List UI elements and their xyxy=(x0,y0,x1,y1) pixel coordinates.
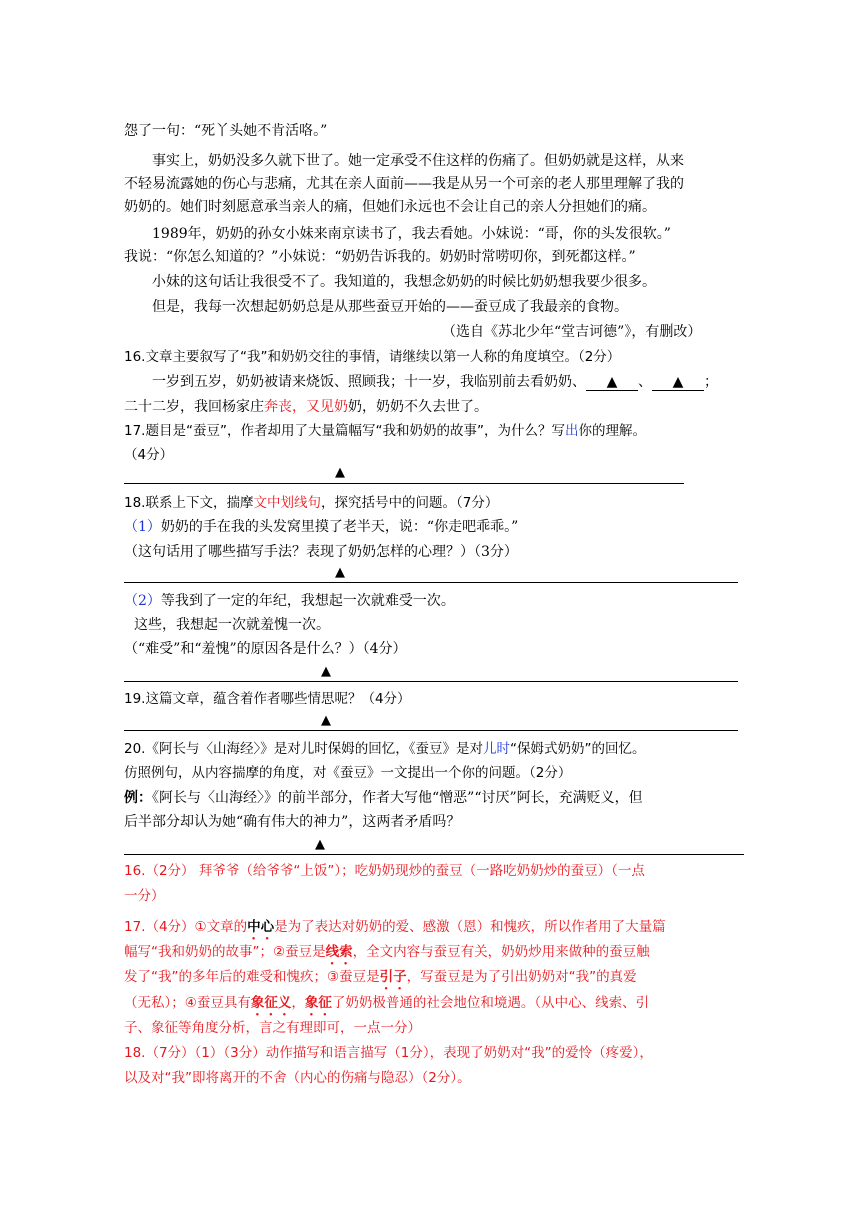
question-18-stem xyxy=(124,494,744,512)
answer-line[interactable] xyxy=(124,681,738,682)
passage-line: 奶奶的。她们时刻愿意承当亲人的痛，但她们永远也不会让自己的亲人分担她们的痛。 xyxy=(124,199,656,215)
answer-keyword: 引子 xyxy=(379,969,407,985)
q17-text: 17.题目是“蚕豆”，作者却用了大量篇幅写“我和奶奶的故事”，为什么？写 xyxy=(124,423,565,439)
q16-sep: 、 xyxy=(638,374,652,390)
answer-keyword: 象征 xyxy=(304,995,332,1011)
question-18-sub2 xyxy=(124,592,744,610)
answer-text: 是为了表达对奶奶的爱、感激（恩）和愧疚，所以作者用了大量篇 xyxy=(274,919,666,935)
question-17-score: （4分） xyxy=(124,447,174,463)
answer-blank-1[interactable]: ▲ xyxy=(586,375,638,391)
passage-line: 我说：“你怎么知道的？”小妹说：“奶奶告诉我的。奶奶时常唠叨你，到死都这样。” xyxy=(124,249,636,265)
answer-line[interactable] xyxy=(124,582,738,583)
answer-18-line2: 以及对“我”即将离开的不舍（内心的伤痛与隐忍）（2分）。 xyxy=(124,1070,471,1086)
question-19-stem: 19.这篇文章，蕴含着作者哪些情思呢？（4分） xyxy=(124,691,411,707)
answer-17-line3 xyxy=(124,968,744,993)
question-16-line1 xyxy=(152,373,744,391)
answer-blank-2[interactable]: ▲ xyxy=(652,375,704,391)
q18-quote: 等我到了一定的年纪，我想起一次就难受一次。 xyxy=(160,593,455,609)
q16-highlight: 奔丧，又见奶 xyxy=(264,399,348,415)
answer-17-line1 xyxy=(124,918,744,943)
example-text: 《阿长与〈山海经〉》的前半部分，作者大写他“憎恶”“讨厌”阿长，充满贬义，但 xyxy=(152,790,643,806)
answer-text: （无私）；④蚕豆具有 xyxy=(124,995,251,1011)
q20-highlight: 儿时 xyxy=(482,741,510,757)
question-17-stem xyxy=(124,422,744,440)
q18-text: 18.联系上下文，揣摩 xyxy=(124,495,254,511)
passage-line: 1989年，奶奶的孙女小妹来南京读书了，我去看她。小妹说：“哥，你的头发很软。” xyxy=(152,226,671,242)
q20-text: 20.《阿长与〈山海经〉》是对儿时保姆的回忆，《蚕豆》是对 xyxy=(124,741,483,757)
answer-mark[interactable]: ▲ xyxy=(321,664,331,679)
q18-quote: 奶奶的手在我的头发窝里摸了老半天，说：“你走吧乖乖。” xyxy=(160,519,519,535)
answer-text: ， xyxy=(291,995,305,1011)
q16-end: ； xyxy=(704,374,718,390)
answer-mark[interactable]: ▲ xyxy=(335,465,345,480)
answer-mark[interactable]: ▲ xyxy=(315,837,325,852)
passage-line: 事实上，奶奶没多久就下世了。她一定承受不住这样的伤痛了。但奶奶就是这样，从来 xyxy=(152,153,684,169)
question-18-sub1-question: （这句话用了哪些描写手法？表现了奶奶怎样的心理？）（3分） xyxy=(124,544,518,560)
question-18-sub2-line2: 这些，我想起一次就羞愧一次。 xyxy=(134,617,330,633)
passage-line: 怨了一句：“死丫头她不肯活咯。” xyxy=(124,123,328,139)
question-16-stem: 16.文章主要叙写了“我”和奶奶交往的事情，请继续以第一人称的角度填空。（2分） xyxy=(124,349,621,365)
answer-mark[interactable]: ▲ xyxy=(321,713,331,728)
example-line2: 后半部分却认为她“确有伟大的神力”，这两者矛盾吗？ xyxy=(124,814,461,830)
q18-text: ，探究括号中的问题。（7分） xyxy=(320,495,499,511)
q16-text: 奶，奶奶不久去世了。 xyxy=(348,399,488,415)
question-20-line2: 仿照例句，从内容揣摩的角度，对《蚕豆》一文提出一个你的问题。（2分） xyxy=(124,765,572,781)
answer-17-line5: 子、象征等角度分析，言之有理即可，一点一分） xyxy=(124,1020,421,1036)
answer-text: 幅写“我和奶奶的故事”；②蚕豆是 xyxy=(124,944,326,960)
answer-line[interactable] xyxy=(124,854,744,855)
answer-16-line1: 16.（2分） 拜爷爷（给爷爷“上饭”）；吃奶奶现炒的蚕豆（一路吃奶奶炒的蚕豆）（一点 xyxy=(124,863,645,879)
question-18-sub1 xyxy=(124,518,744,536)
passage-source: （选自《苏北少年“堂吉诃德”》，有删改） xyxy=(442,324,702,340)
q17-text: 你的理解。 xyxy=(578,423,646,439)
question-18-sub2-question: （“难受”和“羞愧”的原因各是什么？）（4分） xyxy=(124,641,407,657)
q20-text: “保姆式奶奶”的回忆。 xyxy=(509,741,646,757)
answer-text: ，写蚕豆是为了引出奶奶对“我”的真爱 xyxy=(406,969,637,985)
answer-line[interactable] xyxy=(124,730,738,731)
q16-text: 二十二岁，我回杨家庄 xyxy=(124,399,264,415)
question-16-line2 xyxy=(124,398,744,416)
answer-text: 17.（4分）①文章的 xyxy=(124,919,248,935)
q16-text: 一岁到五岁，奶奶被请来烧饭、照顾我；十一岁，我临别前去看奶奶、 xyxy=(152,374,586,390)
answer-16-line2: 一分） xyxy=(124,888,165,904)
passage-line: 小妹的这句话让我很受不了。我知道的，我想念奶奶的时候比奶奶想我要少很多。 xyxy=(152,274,656,290)
answer-keyword: 线索 xyxy=(325,944,353,960)
answer-line[interactable] xyxy=(124,483,684,484)
question-20-line1 xyxy=(124,740,744,758)
passage-line: 不轻易流露她的伤心与悲痛，尤其在亲人面前——我是从另一个可亲的老人那里理解了我的 xyxy=(124,176,684,192)
answer-text: ，全文内容与蚕豆有关，奶奶炒用来做种的蚕豆触 xyxy=(352,944,650,960)
answer-keyword: 中心 xyxy=(247,919,275,935)
answer-17-line2 xyxy=(124,943,744,968)
answer-17-line4 xyxy=(124,994,744,1019)
q18-sub-number: （2） xyxy=(124,593,161,609)
answer-text: 了奶奶极普通的社会地位和境遇。（从中心、线索、引 xyxy=(331,995,650,1011)
q18-highlight: 文中划线句 xyxy=(253,495,321,511)
answer-18-line1: 18.（7分）（1）（3分）动作描写和语言描写（1分），表现了奶奶对“我”的爱怜（疼爱）， xyxy=(124,1045,653,1061)
q18-sub-number: （1） xyxy=(124,519,161,535)
q17-highlight: 出 xyxy=(564,423,579,439)
answer-mark[interactable]: ▲ xyxy=(335,565,345,580)
example-line1 xyxy=(124,789,744,807)
answer-keyword: 象征义 xyxy=(250,995,292,1011)
answer-text: 发了“我”的多年后的难受和愧疚；③蚕豆是 xyxy=(124,969,380,985)
passage-line: 但是，我每一次想起奶奶总是从那些蚕豆开始的——蚕豆成了我最亲的食物。 xyxy=(152,299,628,315)
example-label: 例： xyxy=(124,790,152,806)
